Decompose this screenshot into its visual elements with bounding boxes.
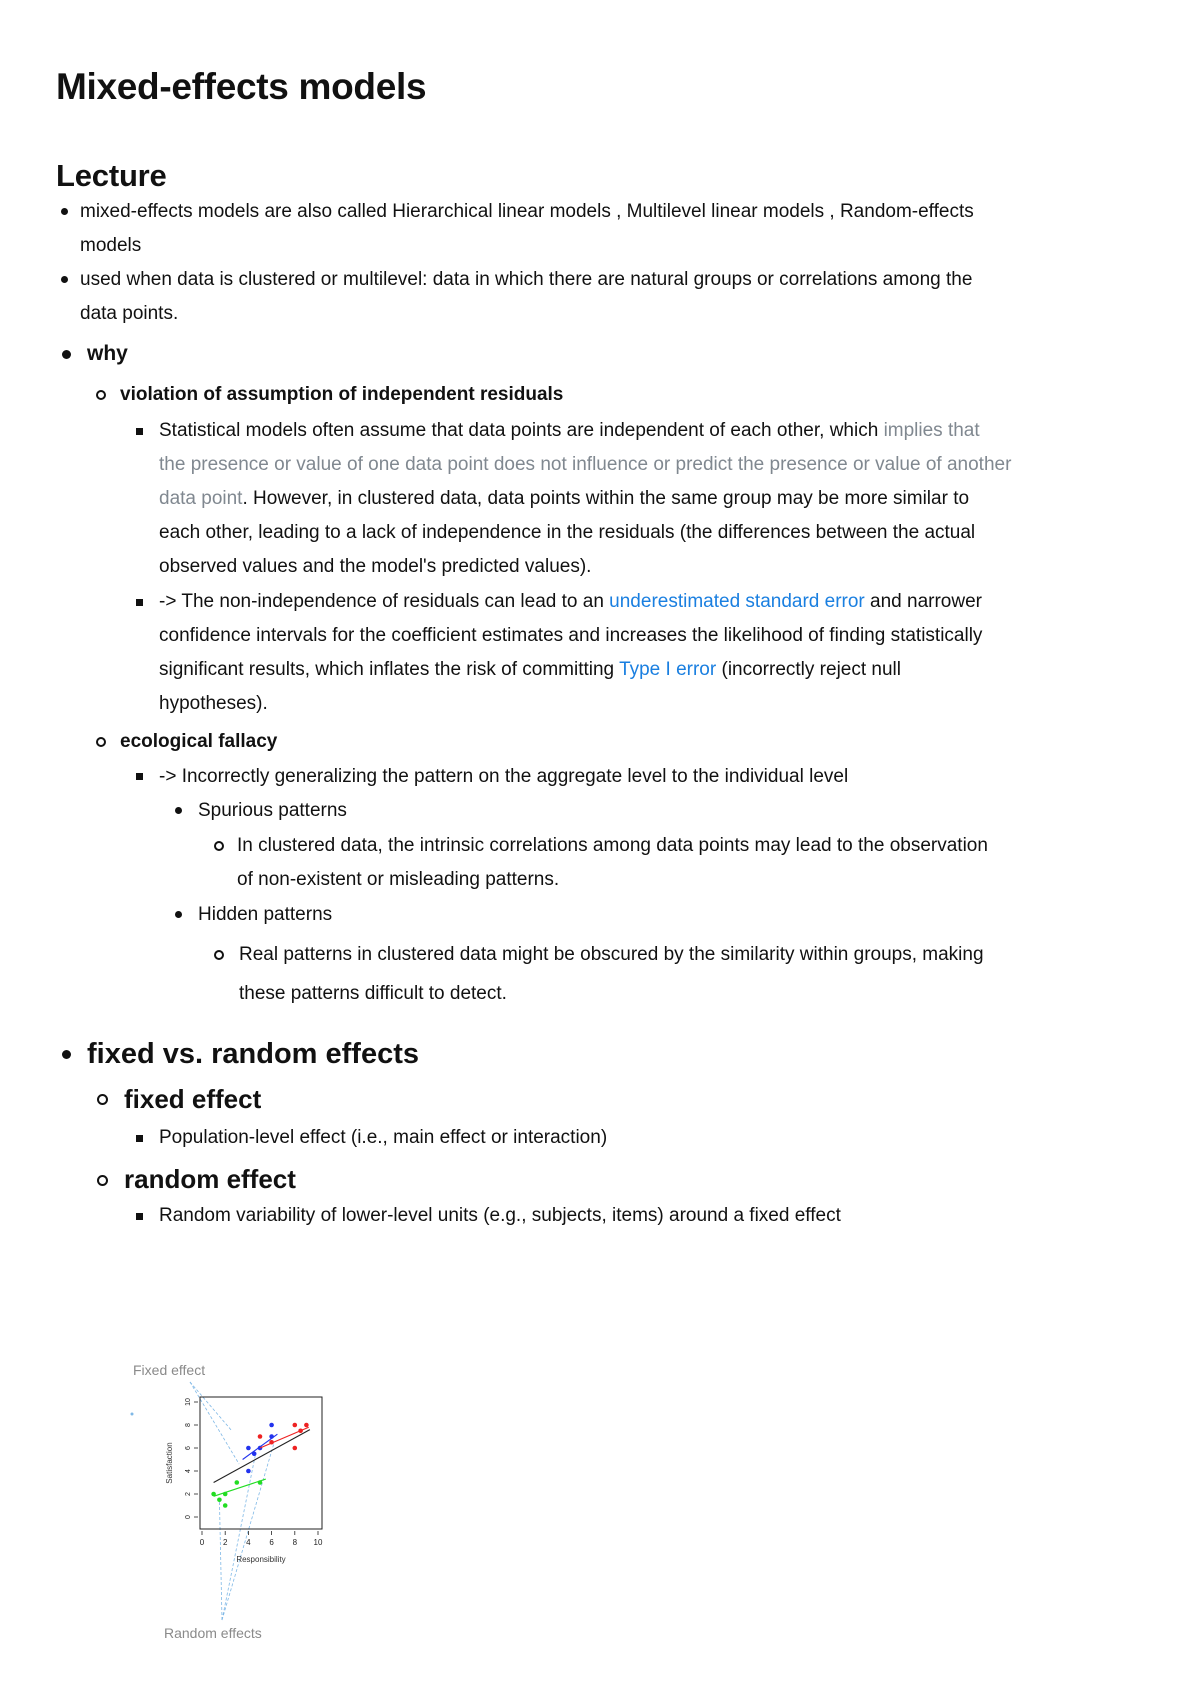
bullet-square [136, 1213, 143, 1220]
text-run: and narrower [864, 591, 982, 612]
text-run-muted: data point [159, 488, 243, 509]
data-point [217, 1497, 222, 1502]
text-run: significant results, which inflates the risk of committing [159, 659, 620, 680]
fallacy-heading: ecological fallacy [120, 731, 278, 752]
x-tick-label: 2 [222, 1538, 228, 1547]
bullet-disc [61, 208, 68, 215]
why-heading: why [87, 342, 128, 365]
random-callout-line [219, 1499, 222, 1620]
paragraph-line: -> Incorrectly generalizing the pattern on the aggregate level to the individual level [159, 766, 849, 787]
random-effect-heading: random effect [124, 1164, 296, 1194]
text-run: -> The non-independence of residuals can lead to an [159, 591, 610, 612]
bullet-disc [61, 276, 68, 283]
fixed-effect-heading: fixed effect [124, 1084, 262, 1114]
x-tick-label: 4 [246, 1538, 251, 1547]
intro-line: models [80, 235, 142, 256]
paragraph-line: each other, leading to a lack of independence in the residuals (the differences between the actual [159, 522, 976, 543]
data-point [304, 1423, 309, 1428]
x-tick-label: 6 [269, 1538, 274, 1547]
paragraph-line: observed values and the model's predicted values). [159, 556, 592, 577]
x-tick-label: 0 [199, 1538, 205, 1547]
bullet-ring [96, 737, 106, 747]
paragraph-line: Population-level effect (i.e., main effect or interaction) [159, 1127, 608, 1148]
bullet-ring [96, 390, 106, 400]
mixed-effects-figure [130, 1362, 390, 1648]
bullet-square [136, 1135, 143, 1142]
scatter-plot [130, 1362, 390, 1648]
intro-line: mixed-effects models are also called Hierarchical linear models , Multilevel linear models , Random-effects [80, 201, 974, 222]
y-tick-label: 0 [185, 1515, 192, 1519]
bullet-disc [62, 1050, 71, 1059]
paragraph-line: confidence intervals for the coefficient estimates and increases the likelihood of finding statistically [159, 625, 983, 646]
random-effects-caption: Random effects [164, 1625, 262, 1641]
data-point [252, 1451, 257, 1456]
data-point [223, 1503, 228, 1508]
violation-heading: violation of assumption of independent residuals [120, 384, 564, 405]
paragraph-line: Real patterns in clustered data might be obscured by the similarity within groups, making [239, 944, 984, 965]
y-tick-label: 8 [185, 1423, 192, 1427]
fixed-callout-line [190, 1382, 232, 1431]
paragraph-line: of non-existent or misleading patterns. [237, 869, 560, 890]
hidden-label: Hidden patterns [198, 904, 333, 925]
x-axis-label: Responsibility [236, 1555, 286, 1564]
effects-heading: fixed vs. random effects [87, 1038, 419, 1070]
text-run: (incorrectly reject null [716, 659, 901, 680]
y-tick-label: 10 [185, 1398, 192, 1406]
y-axis-label: Satisfaction [165, 1442, 174, 1484]
paragraph-line: Random variability of lower-level units (e.g., subjects, items) around a fixed effect [159, 1205, 841, 1226]
marker-dot [131, 1413, 134, 1416]
data-point [258, 1434, 263, 1439]
y-tick-label: 2 [185, 1492, 192, 1496]
data-point [269, 1423, 274, 1428]
data-point [298, 1428, 303, 1433]
intro-line: used when data is clustered or multilevel: data in which there are natural groups or correlations among the [80, 269, 973, 290]
data-point [211, 1492, 216, 1497]
data-point [269, 1440, 274, 1445]
data-point [258, 1480, 263, 1485]
bullet-ring [97, 1094, 108, 1105]
paragraph-line: the presence or value of one data point does not influence or predict the presence or value of another [159, 454, 1012, 475]
fixed-effect-caption: Fixed effect [133, 1362, 206, 1378]
data-point [293, 1446, 298, 1451]
fixed-callout-line [190, 1382, 239, 1464]
plot-frame [200, 1397, 322, 1529]
standard-error-link[interactable]: underestimated standard error [609, 591, 865, 612]
x-tick-label: 10 [313, 1538, 323, 1547]
y-tick-label: 6 [185, 1446, 192, 1450]
text-run-muted: implies that [883, 420, 980, 441]
text-run: . However, in clustered data, data points within the same group may be more similar to [242, 488, 970, 509]
section-heading-lecture: Lecture [56, 158, 167, 193]
page-title: Mixed-effects models [56, 66, 427, 107]
paragraph-line: these patterns difficult to detect. [239, 983, 507, 1004]
data-point [246, 1469, 251, 1474]
bullet-ring [97, 1175, 108, 1186]
bullet-ring [214, 841, 224, 851]
intro-line: data points. [80, 303, 179, 324]
bullet-disc [175, 807, 182, 814]
paragraph-line: In clustered data, the intrinsic correlations among data points may lead to the observation [237, 835, 988, 856]
paragraph-line [159, 480, 969, 518]
data-point [269, 1434, 274, 1439]
y-tick-label: 4 [185, 1469, 192, 1473]
bullet-disc [175, 911, 182, 918]
data-point [246, 1446, 251, 1451]
text-run: Statistical models often assume that data points are independent of each other, which [159, 420, 884, 441]
type-i-error-link[interactable]: Type I error [619, 659, 717, 680]
bullet-square [136, 599, 143, 606]
paragraph-line: hypotheses). [159, 693, 268, 714]
bullet-ring [214, 950, 224, 960]
data-point [293, 1423, 298, 1428]
data-point [223, 1492, 228, 1497]
bullet-square [136, 773, 143, 780]
paragraph-line [159, 412, 980, 450]
paragraph-line [159, 583, 982, 621]
bullet-disc [62, 350, 71, 359]
spurious-label: Spurious patterns [198, 800, 347, 821]
paragraph-line [159, 651, 901, 689]
bullet-square [136, 428, 143, 435]
data-point [235, 1480, 240, 1485]
x-tick-label: 8 [292, 1538, 298, 1547]
